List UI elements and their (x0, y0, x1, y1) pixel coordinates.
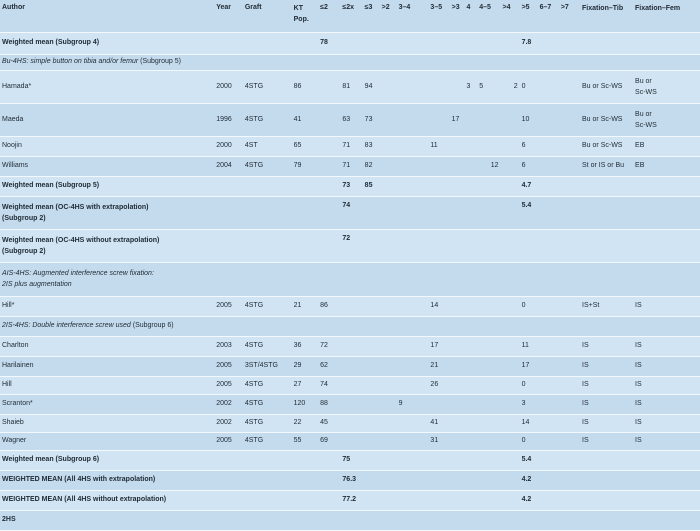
cell-year: 2000 (214, 136, 243, 156)
cell-3-5: 11 (428, 136, 449, 156)
row-author: Charlton (0, 336, 214, 356)
row-author: WEIGHTED MEAN (All 4HS without extrapolation) (0, 490, 214, 510)
table-row (0, 510, 700, 530)
cell-le2x: 71 (340, 156, 362, 176)
cell-gt5: 6 (520, 136, 538, 156)
cell-3-5: 14 (428, 296, 449, 316)
table-row (0, 103, 700, 136)
cell-gt5: 17 (520, 356, 538, 376)
cell-le3: 82 (363, 156, 380, 176)
cell-gt5: 0 (520, 432, 538, 450)
table-row (0, 432, 700, 450)
row-author: Scranton* (0, 394, 214, 414)
cell-gt5: 0 (520, 376, 538, 394)
cell-gt5: 4.2 (520, 490, 538, 510)
cell-kt: 29 (292, 356, 319, 376)
table-row (0, 356, 700, 376)
cell-year: 2005 (214, 376, 243, 394)
cell-tib: Bu or Sc-WS (580, 103, 633, 136)
cell-3-5: 21 (428, 356, 449, 376)
cell-le2: 78 (318, 32, 340, 54)
row-author: Weighted mean (OC-4HS with extrapolation) (Subgroup 2) (0, 196, 214, 229)
cell-le3: 73 (363, 103, 380, 136)
cell-gt5: 10 (520, 103, 538, 136)
cell-gt5: 3 (520, 394, 538, 414)
cell-year: 2000 (214, 70, 243, 103)
cell-le2x: 76.3 (340, 470, 362, 490)
row-author: Weighted mean (Subgroup 5) (0, 176, 214, 196)
row-author: 2HS (0, 510, 214, 530)
cell-graft: 4STG (243, 296, 292, 316)
cell-le3: 83 (363, 136, 380, 156)
cell-le2x: 74 (340, 196, 362, 229)
row-author: Weighted mean (Subgroup 4) (0, 32, 214, 54)
cell-gt5: 14 (520, 414, 538, 432)
cell-fem: IS (633, 432, 700, 450)
col-gt2: >2 (380, 0, 397, 32)
cell-year: 2005 (214, 432, 243, 450)
row-author: Maeda (0, 103, 214, 136)
row-author: Williams (0, 156, 214, 176)
cell-graft: 3ST/4STG (243, 356, 292, 376)
cell-year: 2004 (214, 156, 243, 176)
cell-fem: IS (633, 356, 700, 376)
cell-fem: IS (633, 336, 700, 356)
header-row (0, 0, 700, 32)
col-kt-pop: KT Pop. (292, 0, 319, 32)
cell-gt4: 2 (501, 70, 520, 103)
cell-graft: 4STG (243, 376, 292, 394)
cell-graft: 4STG (243, 394, 292, 414)
cell-tib: IS (580, 376, 633, 394)
table-row (0, 450, 700, 470)
cell-graft: 4STG (243, 70, 292, 103)
table-row (0, 470, 700, 490)
cell-fem: IS (633, 296, 700, 316)
cell-le2x: 72 (340, 229, 362, 262)
cell-year: 1996 (214, 103, 243, 136)
cell-4-5: 5 (477, 70, 500, 103)
cell-kt: 65 (292, 136, 319, 156)
cell-le2x: 71 (340, 136, 362, 156)
section-label: Bu-4HS: simple button on tibia and/or femur (Subgroup 5) (0, 54, 700, 70)
cell-year: 2002 (214, 414, 243, 432)
cell-tib: IS (580, 356, 633, 376)
section-label: 2IS-4HS: Double interference screw used (Subgroup 6) (0, 316, 700, 336)
table-row (0, 296, 700, 316)
col-le2: ≤2 (318, 0, 340, 32)
cell-gt3: 17 (450, 103, 465, 136)
col-4-5: 4–5 (477, 0, 500, 32)
row-author: Wagner (0, 432, 214, 450)
cell-kt: 41 (292, 103, 319, 136)
cell-kt: 21 (292, 296, 319, 316)
table-row (0, 414, 700, 432)
cell-kt: 79 (292, 156, 319, 176)
cell-kt: 22 (292, 414, 319, 432)
cell-gt5: 5.4 (520, 196, 538, 229)
section-label: AIS-4HS: Augmented interference screw fixation: 2IS plus augmentation (0, 262, 700, 296)
row-author: WEIGHTED MEAN (All 4HS with extrapolation) (0, 470, 214, 490)
cell-le2x: 75 (340, 450, 362, 470)
cell-tib: IS (580, 414, 633, 432)
cell-kt: 120 (292, 394, 319, 414)
col-graft: Graft (243, 0, 292, 32)
cell-graft: 4STG (243, 432, 292, 450)
cell-tib: IS+St (580, 296, 633, 316)
row-author: Shaieb (0, 414, 214, 432)
cell-tib: Bu or Sc-WS (580, 136, 633, 156)
cell-tib: IS (580, 432, 633, 450)
cell-fem: IS (633, 376, 700, 394)
col-fixation-tib: Fixation–Tib (580, 0, 633, 32)
cell-4: 3 (464, 70, 477, 103)
table-row (0, 490, 700, 510)
col-3-4: 3–4 (397, 0, 429, 32)
cell-tib: IS (580, 336, 633, 356)
row-author: Weighted mean (OC-4HS without extrapolation) (Subgroup 2) (0, 229, 214, 262)
cell-kt: 55 (292, 432, 319, 450)
cell-le2: 45 (318, 414, 340, 432)
row-author: Hill* (0, 296, 214, 316)
row-author: Noojin (0, 136, 214, 156)
cell-le2: 88 (318, 394, 340, 414)
cell-le3: 94 (363, 70, 380, 103)
cell-le2: 74 (318, 376, 340, 394)
row-author: Harilainen (0, 356, 214, 376)
table-row (0, 376, 700, 394)
col-gt3: >3 (450, 0, 465, 32)
cell-fem: Bu or Sc-WS (633, 70, 700, 103)
col-le3: ≤3 (363, 0, 380, 32)
cell-graft: 4ST (243, 136, 292, 156)
cell-fem: EB (633, 136, 700, 156)
section-row (0, 316, 700, 336)
cell-fem: IS (633, 414, 700, 432)
cell-tib: IS (580, 394, 633, 414)
cell-gt5: 4.2 (520, 470, 538, 490)
col-gt7: >7 (559, 0, 580, 32)
col-fixation-fem: Fixation–Fem (633, 0, 700, 32)
cell-le2x: 77.2 (340, 490, 362, 510)
cell-fem: IS (633, 394, 700, 414)
cell-fem: EB (633, 156, 700, 176)
cell-year: 2005 (214, 356, 243, 376)
cell-gt5: 5.4 (520, 450, 538, 470)
cell-gt5: 4.7 (520, 176, 538, 196)
table-row (0, 156, 700, 176)
cell-graft: 4STG (243, 156, 292, 176)
cell-graft: 4STG (243, 103, 292, 136)
cell-gt5: 0 (520, 296, 538, 316)
cell-3-5: 41 (428, 414, 449, 432)
table-row (0, 229, 700, 262)
cell-le2: 72 (318, 336, 340, 356)
cell-le2x: 63 (340, 103, 362, 136)
cell-year: 2005 (214, 296, 243, 316)
cell-tib: Bu or Sc-WS (580, 70, 633, 103)
table-row (0, 394, 700, 414)
col-gt5: >5 (520, 0, 538, 32)
col-4: 4 (464, 0, 477, 32)
col-author: Author (0, 0, 214, 32)
table-row (0, 336, 700, 356)
cell-le2x: 81 (340, 70, 362, 103)
col-gt4: >4 (501, 0, 520, 32)
table-row (0, 196, 700, 229)
cell-tib: St or IS or Bu (580, 156, 633, 176)
table-row (0, 176, 700, 196)
cell-gt5: 6 (520, 156, 538, 176)
cell-year: 2003 (214, 336, 243, 356)
cell-4-5: 12 (477, 156, 500, 176)
row-author: Hamada* (0, 70, 214, 103)
col-le2x: ≤2x (340, 0, 362, 32)
row-author: Hill (0, 376, 214, 394)
cell-kt: 36 (292, 336, 319, 356)
cell-kt: 86 (292, 70, 319, 103)
col-3-5: 3–5 (428, 0, 449, 32)
cell-le2x: 73 (340, 176, 362, 196)
cell-gt5: 11 (520, 336, 538, 356)
cell-le2: 86 (318, 296, 340, 316)
cell-3-5: 17 (428, 336, 449, 356)
cell-year: 2002 (214, 394, 243, 414)
cell-fem: Bu or Sc-WS (633, 103, 700, 136)
section-row (0, 54, 700, 70)
table-row (0, 32, 700, 54)
cell-gt5: 0 (520, 70, 538, 103)
col-6-7: 6–7 (538, 0, 559, 32)
cell-3-5: 31 (428, 432, 449, 450)
table-row (0, 70, 700, 103)
cell-kt: 27 (292, 376, 319, 394)
cell-3-4: 9 (397, 394, 429, 414)
cell-le2: 69 (318, 432, 340, 450)
cell-3-5: 26 (428, 376, 449, 394)
cell-graft: 4STG (243, 414, 292, 432)
cell-le2: 62 (318, 356, 340, 376)
table-row (0, 136, 700, 156)
col-year: Year (214, 0, 243, 32)
cell-graft: 4STG (243, 336, 292, 356)
cell-le3: 85 (363, 176, 380, 196)
row-author: Weighted mean (Subgroup 6) (0, 450, 214, 470)
section-row (0, 262, 700, 296)
cell-gt5: 7.8 (520, 32, 538, 54)
